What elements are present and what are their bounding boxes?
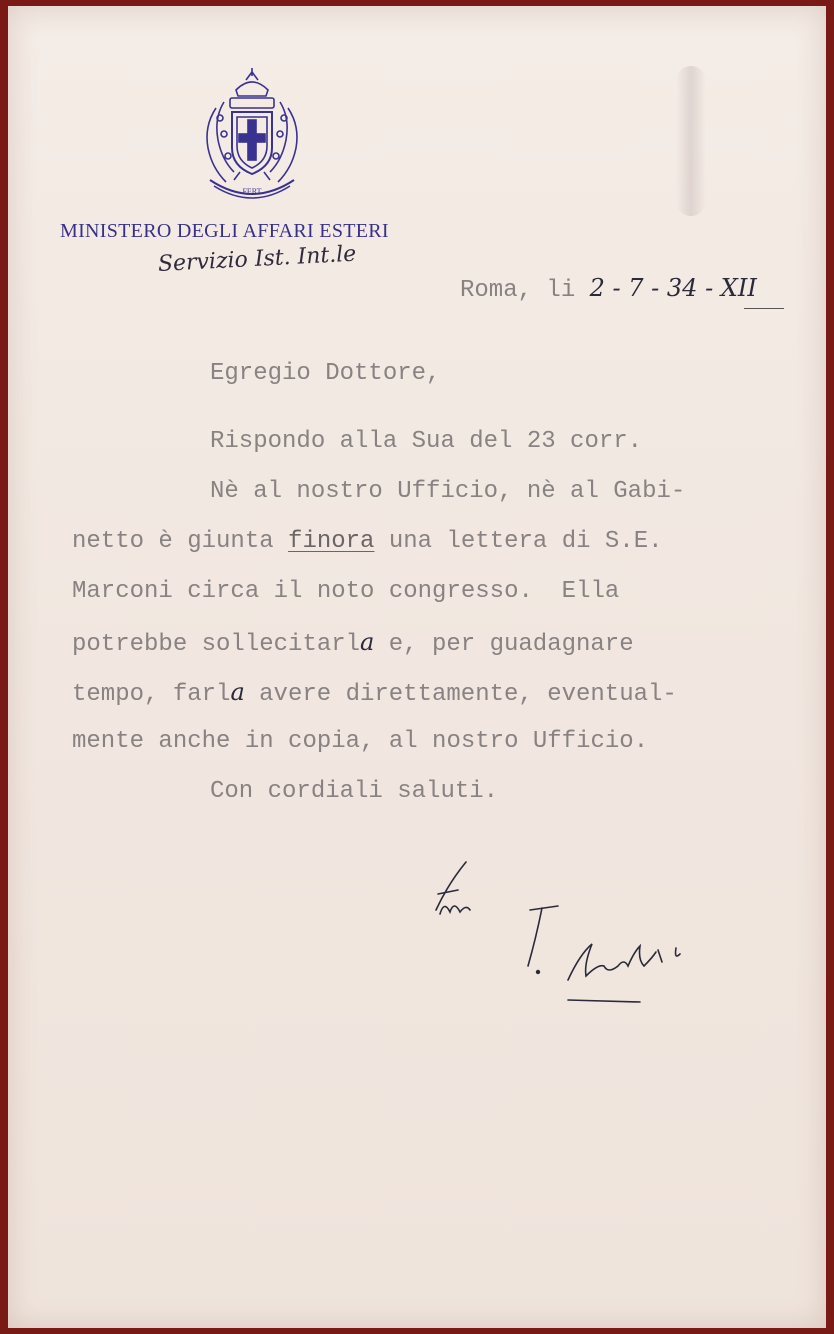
handwritten-reference: Servizio Ist. Int.le: [157, 241, 357, 277]
ministry-letterhead: MINISTERO DEGLI AFFARI ESTERI: [60, 220, 389, 242]
handwritten-signature: [418, 854, 718, 1014]
salutation: Egregio Dottore,: [210, 360, 441, 387]
coat-of-arms-emblem: [194, 68, 310, 202]
body-line-4: Marconi circa il noto congresso. Ella: [72, 578, 620, 605]
letter-sheet: [8, 6, 826, 1328]
closing-line: Con cordiali saluti.: [210, 778, 499, 805]
signature-valediction: Suo: [420, 916, 448, 932]
handwritten-correction: a: [230, 678, 245, 706]
body-line-3-a: netto è giunta: [72, 528, 289, 555]
body-line-6-a: tempo, farl: [72, 681, 231, 708]
date-line: [460, 274, 757, 304]
handwritten-date: 2 - 7 - 34 - XII: [589, 274, 757, 302]
body-line-5-b: e, per guadagnare: [374, 631, 634, 658]
underlined-word: finora: [288, 528, 375, 555]
body-line-5: [72, 628, 634, 658]
body-line-3: [72, 528, 663, 555]
body-line-6: [72, 678, 677, 708]
handwritten-correction: a: [360, 628, 375, 656]
body-line-7: mente anche in copia, al nostro Ufficio.: [72, 728, 649, 755]
signature-name: T. Bertoli: [528, 974, 593, 990]
paper-fold-shadow: [676, 66, 706, 216]
body-line-6-b: avere direttamente, eventual-: [244, 681, 677, 708]
date-underline: [744, 308, 784, 309]
date-prefix: Roma, li: [460, 277, 590, 304]
body-line-3-b: una lettera di S.E.: [374, 528, 663, 555]
crest-motto: FERT: [242, 187, 262, 196]
body-line-2: Nè al nostro Ufficio, nè al Gabi-: [210, 478, 686, 505]
body-line-1: Rispondo alla Sua del 23 corr.: [210, 428, 643, 455]
body-line-5-a: potrebbe sollecitarl: [72, 631, 361, 658]
